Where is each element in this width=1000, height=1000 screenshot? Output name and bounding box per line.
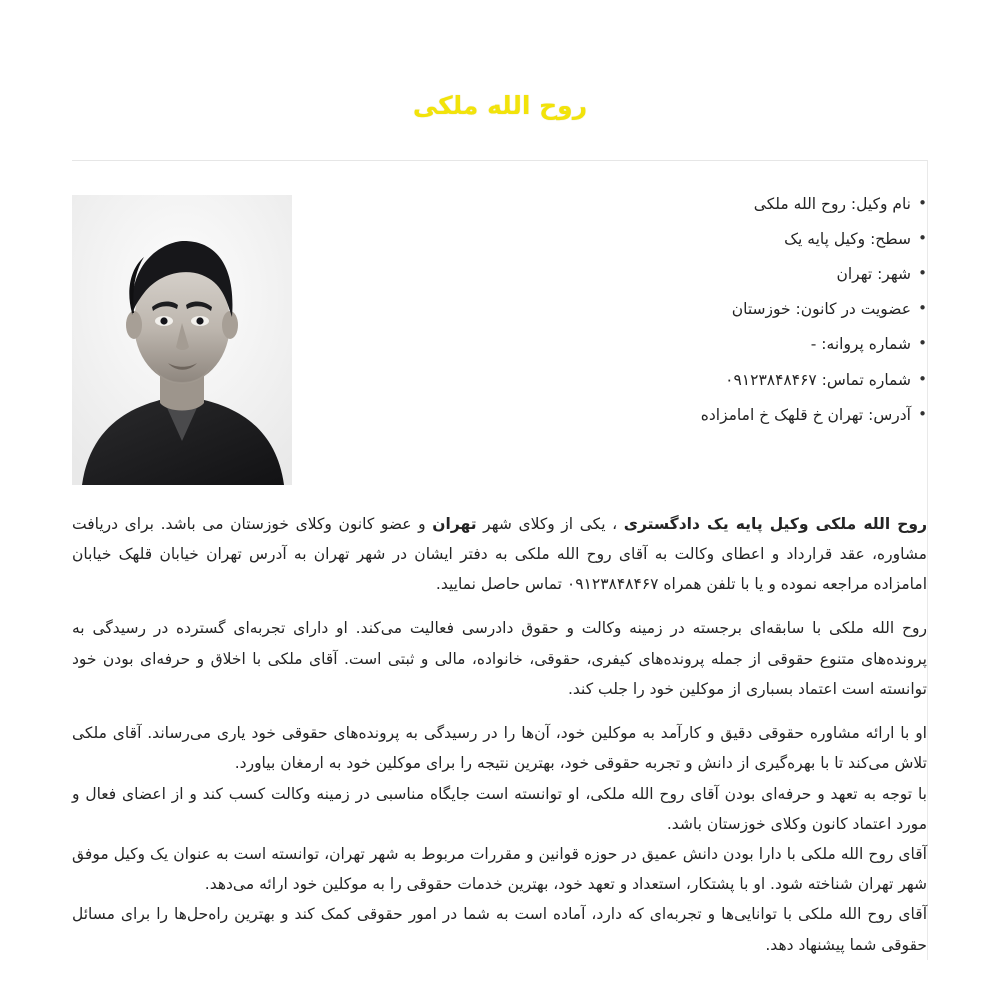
list-item: • نام وکیل: روح الله ملکی [390,187,927,222]
lead-bold-title: روح الله ملکی وکیل پایه یک دادگستری [623,514,927,533]
lead-paragraph [72,509,927,600]
lawyer-info-list [374,187,927,433]
document-page [0,17,1000,1000]
list-item: • آدرس: تهران خ قلهک خ امامزاده [390,398,927,433]
article-paragraph: او با ارائه مشاوره حقوقی دقیق و کارآمد به موکلین خود، آن‌ها را در رسیدگی به پرونده‌های حقوقی خود یاری می‌رساند. آقای ملکی تلاش می‌کند تا با بهره‌گیری از دانش و تجربه حقوقی خود، بهترین نتیجه را برای موکلین خود به ارمغان بیاورد. [72,724,927,773]
list-item: • شماره پروانه: - [390,327,927,362]
article-paragraph: روح الله ملکی با سابقه‌ای برجسته در زمینه وکالت و حقوق دادرسی فعالیت می‌کند. او دارای تجربه‌ای گسترده در رسیدگی به پرونده‌های متنوع حقوقی از جمله پرونده‌های کیفری، حقوقی، خانواده، مالی و ثبتی است. آقای ملکی با اخلاق و حرفه‌ای بودن خود توانسته است اعتماد بسباری از موکلین خود را جلب کند. [72,619,927,698]
article-body [72,509,927,960]
lawyer-portrait-photo [72,195,292,485]
list-item: • شماره تماس: ۰۹۱۲۳۸۴۸۴۶۷ [390,363,927,398]
content-container [72,160,928,960]
lead-text-2: و عضو کانون وکلای خوزستان می باشد. برای دریافت مشاوره، عقد قرارداد و اعطای وکالت به آقای روح الله ملکی به دفتر ایشان در شهر تهران به آدرس تهران خیابان قلهک خیابان امامزاده مراجعه نموده و یا با تلفن همراه ۰۹۱۲۳۸۴۸۴۶۷ تماس حاصل نمایید. [72,514,927,594]
profile-section [72,187,927,485]
lead-bold-city: تهران [432,514,477,533]
list-item: • شهر: تهران [390,257,927,292]
page-title: روح الله ملکی [412,90,588,120]
list-item: • عضویت در کانون: خوزستان [390,292,927,327]
article-paragraph: با توجه به تعهد و حرفه‌ای بودن آقای روح الله ملکی، او توانسته است جایگاه مناسبی در زمینه وکالت کسب کند و از اعضای فعال و مورد اعتماد کانون وکلای خوزستان باشد. [72,784,927,833]
article-paragraph: آقای روح الله ملکی با دارا بودن دانش عمیق در حوزه قوانین و مقررات مربوط به شهر تهران، توانسته است به عنوان یک وکیل موفق شهر تهران شناخته شود. او با پشتکار، استعداد و تعهد خود، بهترین خدمات حقوقی را به موکلین خود ارائه می‌دهد. [72,844,927,894]
list-item: • سطح: وکیل پایه یک [390,222,927,257]
lead-text-1: ، یکی از وکلای شهر [476,514,624,533]
article-paragraph: آقای روح الله ملکی با توانایی‌ها و تجربه‌ای که دارد، آماده است به شما در امور حقوقی کمک کند و بهترین راه‌حل‌ها را برای مسائل حقوقی شما پیشنهاد دهد. [72,905,927,954]
